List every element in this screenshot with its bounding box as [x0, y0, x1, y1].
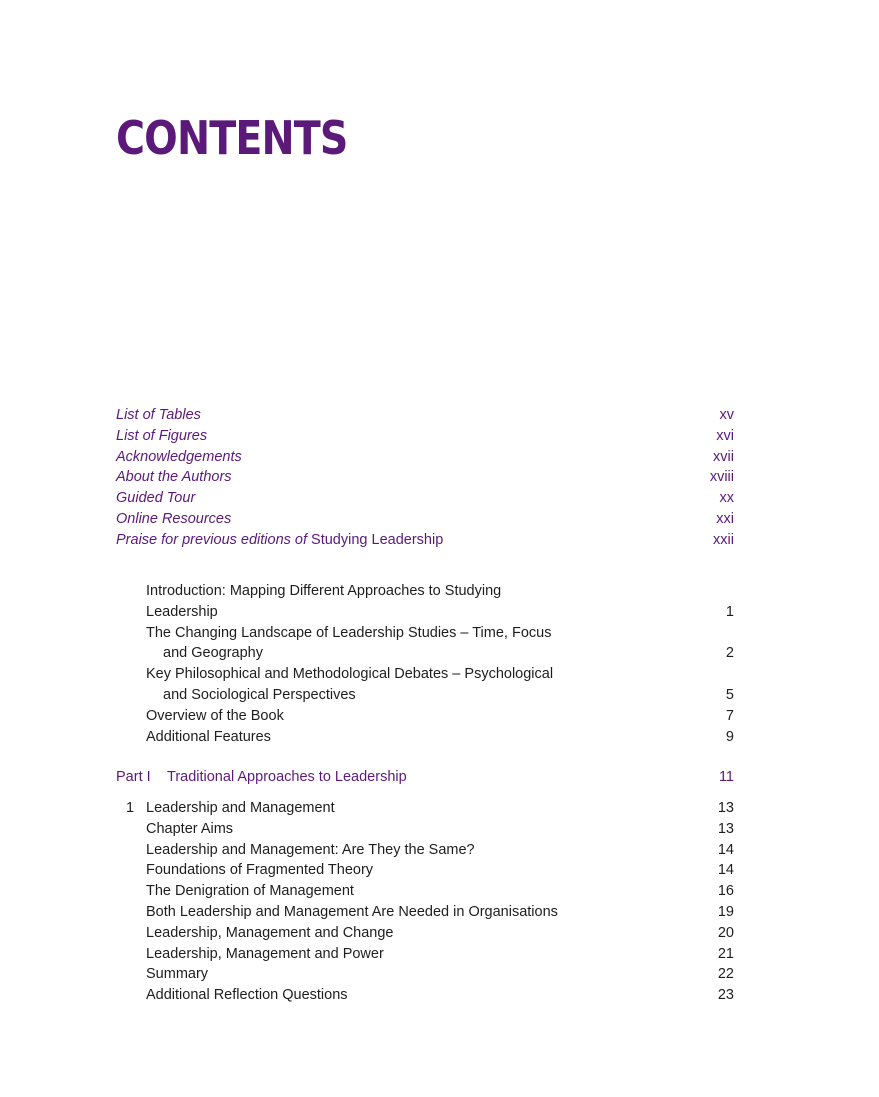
toc-entry-label: Acknowledgements: [116, 448, 242, 465]
toc-page-number: 13: [717, 820, 734, 837]
part-heading: [116, 767, 734, 788]
toc-entry-label: The Denigration of Management: [146, 883, 354, 900]
toc-page-number: xv: [719, 407, 734, 423]
toc-entry[interactable]: [116, 447, 734, 468]
toc-entry[interactable]: [116, 923, 734, 944]
toc-page-number: xvii: [713, 448, 734, 465]
chapter-number: 1: [126, 800, 135, 816]
toc-page-number: xxi: [716, 510, 734, 527]
toc-page-number: 22: [717, 966, 734, 983]
toc-entry-label: The Changing Landscape of Leadership Studies – Time, Focus: [146, 624, 552, 641]
toc-entry-label: Introduction: Mapping Different Approaches to Studying: [146, 583, 502, 599]
toc-entry[interactable]: [116, 405, 734, 426]
toc-entry-label: Online Resources: [116, 510, 232, 527]
toc-page-number: 1: [725, 603, 734, 620]
toc-entry[interactable]: [116, 767, 734, 788]
toc-entry-label: Chapter Aims: [146, 820, 234, 837]
toc-entry[interactable]: [116, 985, 734, 1006]
toc-page-number: xvi: [716, 427, 734, 444]
chapter-entry[interactable]: [116, 798, 734, 819]
toc-entry[interactable]: [116, 426, 734, 447]
toc-page-number: 21: [717, 945, 734, 962]
chapter-list: [116, 798, 734, 1006]
toc-entry[interactable]: [116, 860, 734, 881]
toc-entry[interactable]: [116, 964, 734, 985]
toc-entry-label: List of Tables: [116, 407, 201, 423]
toc-entry-continuation[interactable]: [116, 685, 734, 706]
toc-entry-book-title: Studying Leadership: [311, 531, 444, 548]
toc-entry-label: Foundations of Fragmented Theory: [146, 862, 374, 879]
toc-entry[interactable]: [116, 530, 734, 551]
toc-entry-label: Additional Reflection Questions: [146, 987, 348, 1004]
toc-page-number: 13: [717, 800, 734, 816]
toc-entry[interactable]: [116, 581, 734, 602]
part-number: Part I: [116, 769, 151, 785]
toc-entry[interactable]: [116, 881, 734, 902]
toc-page-number: 20: [717, 924, 734, 941]
toc-entry-label: and Sociological Perspectives: [163, 686, 356, 703]
toc-page-number: 9: [725, 728, 734, 745]
toc-entry[interactable]: [116, 840, 734, 861]
chapter-title: Leadership and Management: [146, 800, 335, 816]
toc-entry-label: List of Figures: [116, 427, 208, 444]
toc-page-number: xxii: [713, 531, 734, 548]
toc-entry[interactable]: [116, 623, 734, 644]
toc-entry[interactable]: [116, 706, 734, 727]
toc-entry-label: Overview of the Book: [146, 707, 284, 724]
toc-page-number: 7: [725, 707, 734, 724]
toc-page-number: 14: [717, 841, 734, 858]
toc-entry[interactable]: [116, 944, 734, 965]
toc-page-number: 19: [717, 903, 734, 920]
toc-entry-label: Both Leadership and Management Are Needed in Organisations: [146, 903, 558, 920]
toc-page-number: 5: [725, 686, 734, 703]
toc-entry-label: Leadership, Management and Change: [146, 924, 394, 941]
front-matter-list: [116, 405, 734, 551]
toc-entry-label: Key Philosophical and Methodological Debates – Psychological: [146, 666, 554, 683]
toc-entry[interactable]: [116, 509, 734, 530]
toc-entry-label: Additional Features: [146, 728, 271, 745]
part-title: Traditional Approaches to Leadership: [167, 769, 407, 785]
toc-page-number: 14: [717, 862, 734, 879]
toc-entry-label: About the Authors: [116, 469, 232, 486]
toc-page-number: 2: [725, 645, 734, 662]
toc-entry[interactable]: [116, 727, 734, 748]
toc-entry-label: Leadership, Management and Power: [146, 945, 384, 962]
toc-page-number: 23: [717, 987, 734, 1004]
toc-entry[interactable]: [116, 488, 734, 509]
toc-entry-continuation[interactable]: [116, 643, 734, 664]
toc-entry-label: and Geography: [163, 645, 263, 662]
toc-entry[interactable]: [116, 467, 734, 488]
toc-page-number: xviii: [709, 469, 734, 486]
toc-entry-label: Leadership: [146, 603, 218, 620]
toc-entry[interactable]: [116, 664, 734, 685]
toc-entry-label: Leadership and Management: Are They the Same?: [146, 841, 475, 858]
page-title: CONTENTS: [116, 111, 348, 165]
toc-entry[interactable]: [116, 902, 734, 923]
toc-page-number: xx: [719, 490, 734, 507]
toc-entry[interactable]: [116, 819, 734, 840]
toc-entry-label: Praise for previous editions of: [116, 531, 312, 548]
toc-entry-label: Guided Tour: [116, 490, 196, 507]
introduction-list: [116, 581, 734, 747]
toc-entry-label: Summary: [146, 966, 209, 983]
toc-page-number: 11: [718, 769, 734, 785]
toc-entry-continuation[interactable]: [116, 602, 734, 623]
toc-page-number: 16: [717, 883, 734, 900]
